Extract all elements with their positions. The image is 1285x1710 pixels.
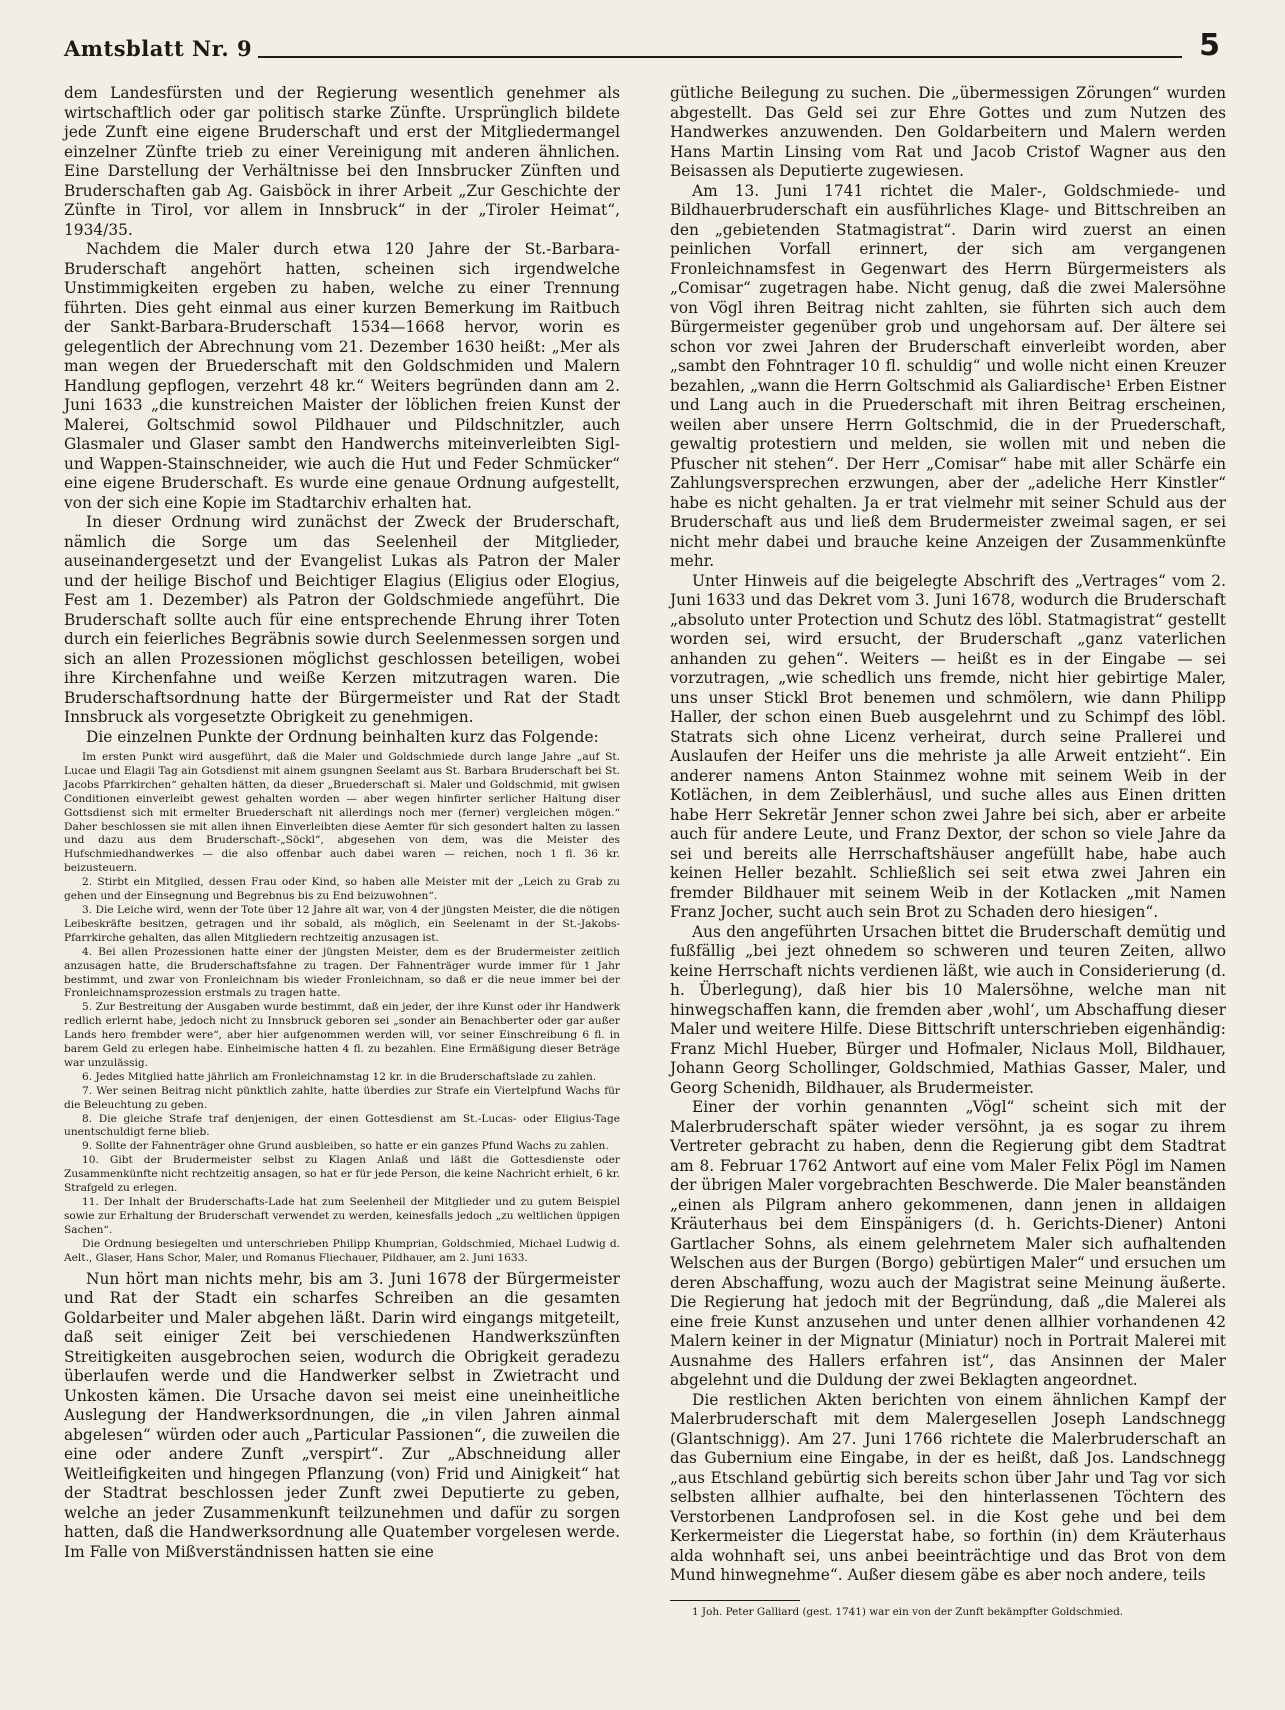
footnote: 1 Joh. Peter Galliard (gest. 1741) war ein von der Zunft bekämpfter Goldschmied.: [692, 1605, 1124, 1618]
ordinance-point: 4. Bei allen Prozessionen hatte einer der jüngsten Meister, dem es der Brudermeister zeitlich anzusagen hatte, die Bruderschaftsfahne zu tragen. Der Fahnenträger wurde immer für 1 Jahr bestimmt, und zwar von Fronleichnam bis wieder Fronleichnam, so daß er die neue immer bei der Fronleichnamsprozession erstmals zu tragen hatte.: [64, 945, 620, 1000]
right-column: [670, 84, 1226, 1619]
ordinance-signatories: Die Ordnung besiegelten und unterschrieben Philipp Khumprian, Goldschmied, Michael Ludwig d. Aelt., Glaser, Hans Schor, Maler, und Romanus Fliechauer, Pildhauer, am 2. Juni 1633.: [64, 1237, 620, 1264]
paragraph: Die restlichen Akten berichten von einem ähnlichen Kampf der Malerbruderschaft mit dem Malergesellen Joseph Landschnegg (Glantschnigg). Am 27. Juni 1766 richtete die Malerbruderschaft an das Gubernium eine Eingabe, in der es heißt, daß Jos. Landschnegg „aus Etschland gebürtig sich bereits schon über Jahr und Tag vor sich selbsten allhier aufhalte, bei den hinterlassenen Töchtern des Verstorbenen Landprofosen sel. in die Kost gehe und bei dem Kerkermeister die Liegerstat habe, so forthin (in) dem Kräuterhaus alda wohnhaft sei, uns anbei beeinträchtige und das Brot von dem Mund hinwegnehme“. Außer diesem gäbe es aber noch andere, teils: [670, 1390, 1226, 1584]
ordinance-point: 3. Die Leiche wird, wenn der Tote über 12 Jahre alt war, von 4 der jüngsten Meister, die die nötigen Leibeskräfte besitzen, getragen und ihr sobald, als möglich, ein Seelenamt in der St.-Jakobs-Pfarrkirche gehalten, das allen Mitgliedern rechtzeitig anzusagen ist.: [64, 903, 620, 944]
paragraph: gütliche Beilegung zu suchen. Die „übermessigen Zörungen“ wurden abgestellt. Das Geld sei zur Ehre Gottes und zum Nutzen des Handwerkes anzuwenden. Den Goldarbeitern und Malern werden Hans Martin Linsing vom Rat und Jacob Cristof Wagner aus den Beisassen als Deputierte zugewiesen.: [670, 84, 1226, 180]
paragraph: Aus den angeführten Ursachen bittet die Bruderschaft demütig und fußfällig „bei jezt ohnedem so schweren und teuren Zeiten, allwo keine Herrschaft nichts verdienen läßt, wie auch in Considerierung (d. h. Überlegung), daß hier bis 10 Malersöhne, welche man nit hinwegschaffen kann, die fremden aber ‚wohl‘, um Abschaffung dieser Maler und weitere Hilfe. Diese Bittschrift unterschrieben eigenhändig: Franz Michl Hueber, Bürger und Hofmaler, Niclaus Moll, Bildhauer, Johann Georg Schollinger, Goldschmied, Mathias Gasser, Maler, und Georg Schenidh, Bildhauer, als Brudermeister.: [670, 922, 1226, 1097]
ordinance-point: 6. Jedes Mitglied hatte jährlich am Fronleichnamstag 12 kr. in die Bruderschaftslade zu zahlen.: [82, 1070, 597, 1083]
ordinance-point: 7. Wer seinen Beitrag nicht pünktlich zahlte, hatte überdies zur Strafe ein Viertelpfund Wachs für die Beleuchtung zu geben.: [64, 1084, 620, 1111]
footnote-rule: [670, 1600, 800, 1601]
paragraph: Nun hört man nichts mehr, bis am 3. Juni 1678 der Bürgermeister und Rat der Stadt ein scharfes Schreiben an die gesamten Goldarbeiter und Maler abgehen läßt. Darin wird eingangs mitgeteilt, daß seit einiger Zeit bei verschiedenen Handwerkszünften Streitigkeiten ausgebrochen seien, wodurch die Obrigkeit geradezu überlaufen werde und die Handwerker selbst in Zwietracht und Unkosten kämen. Die Ursache davon sei meist eine uneinheitliche Auslegung der Handwerksordnungen, die „in vilen Jahren ainmal abgelesen“ würden oder auch „Particular Passionen“, die zuweilen die eine oder andere Zunft „verspirt“. Zur „Abschneidung aller Weitleifigkeiten und hingegen Pflanzung (von) Frid und Ainigkeit“ hat der Stadtrat beschlossen jeder Zunft zwei Deputierte zu geben, welche an jeder Zusammenkunft teilzunehmen und dafür zu sorgen hatten, daß die Handwerksordnung alle Quatember vorgelesen werde. Im Falle von Mißverständnissen hatten sie eine: [64, 1269, 620, 1561]
left-column: [64, 84, 620, 1562]
ordinance-points: [64, 751, 620, 1266]
paragraph: Nachdem die Maler durch etwa 120 Jahre der St.-Barbara-Bruderschaft angehört hatten, scheinen sich irgendwelche Unstimmigkeiten ergeben zu haben, welche zu einer Trennung führten. Dies geht einmal aus einer kurzen Bemerkung im Raitbuch der Sankt-Barbara-Bruderschaft 1534—1668 hervor, worin es gelegentlich der Abrechnung vom 21. Dezember 1630 heißt: „Mer als man wegen der Bruederschaft mit den Goldschmiden und Malern Handlung gepflogen, verzehrt 48 kr.“ Weiters begründen dann am 2. Juni 1633 „die kunstreichen Maister der löblichen freien Kunst der Malerei, Goltschmid sowol Pildhauer und Pildschnitzler, auch Glasmaler und Glaser sambt den Handwerchs miteinverleibten Sigl- und Wappen-Stainschneider, wie auch die Hut und Feder Schmücker“ eine eigene Bruderschaft. Es wurde eine genaue Ordnung aufgestellt, von der sich eine Kopie im Stadtarchiv erhalten hat.: [64, 240, 620, 512]
paragraph: Am 13. Juni 1741 richtet die Maler-, Goldschmiede- und Bildhauerbruderschaft ein ausführliches Klage- und Bittschreiben an den „gebietenden Statmagistrat“. Darin wird zuerst an einen peinlichen Vorfall erinnert, der sich am vergangenen Fronleichnamsfest in Gegenwart des Herrn Bürgermeisters als „Comisar“ zugetragen habe. Nicht genug, daß die zwei Malersöhne von Vögl ihren Beitrag nicht zahlten, sie führten sich auch dem Bürgermeister gegenüber grob und ungehorsam auf. Der ältere sei schon vor zwei Jahren der Bruderschaft einverleibt worden, aber „sambt den Fohntrager 10 fl. schuldig“ und wolle nicht einen Kreuzer bezahlen, „wann die Herrn Goltschmid als Galiardische¹ Erben Eistner und Lang auch in die Pruederschaft mit ihren Beitrag erscheinen, weilen aber unsere Herrn Goltschmid, die in der Pruederschaft, gewaltig protestiern und melden, sie wollen mit und neben die Pfuscher nit stehen“. Der Herr „Comisar“ habe mit aller Schärfe ein Zahlungsversprechen erzwungen, aber der „adeliche Herr Kinstler“ habe es nicht gehalten. Ja er trat vielmehr mit seiner Schuld aus der Bruderschaft aus und ließ dem Brudermeister zweimal sagen, er sei nicht mehr dabei und brauche keine Anzeigen der Zusammenkünfte mehr.: [670, 181, 1226, 570]
publication-title: Amtsblatt Nr. 9: [64, 36, 258, 61]
ordinance-point: 5. Zur Bestreitung der Ausgaben wurde bestimmt, daß ein jeder, der ihre Kunst oder ihr Handwerk redlich erlernt habe, jedoch nicht zu Innsbruck geboren sei „sonder ain Benachberter oder gar außer Lands hero frembder were“, aber hier aufgenommen werden will, vor seiner Einschreibung 6 fl. in barem Geld zu erlegen habe. Einheimische hatten 4 fl. zu bezahlen. Eine Ermäßigung dieser Beträge war unzulässig.: [64, 1001, 620, 1069]
ordinance-point: 2. Stirbt ein Mitglied, dessen Frau oder Kind, so haben alle Meister mit der „Leich zu Grab zu gehen und der Einsegnung und Begrebnus bis zu End beizuwohnen“.: [64, 876, 620, 903]
ordinance-point: 11. Der Inhalt der Bruderschafts-Lade hat zum Seelenheil der Mitglieder und zu gutem Beispiel sowie zur Erhaltung der Bruderschaft verwendet zu werden, keinesfalls jedoch „zu weltlichen üppigen Sachen“.: [64, 1196, 620, 1236]
page-header: [64, 30, 1220, 76]
ordinance-point: 8. Die gleiche Strafe traf denjenigen, der einen Gottesdienst am St.-Lucas- oder Eligius-Tage unentschuldigt ferne blieb.: [64, 1112, 620, 1139]
paragraph: dem Landesfürsten und der Regierung wesentlich genehmer als wirtschaftlich oder gar politisch starke Zünfte. Ursprünglich bildete jede Zunft eine eigene Bruderschaft und erst der Mitgliedermangel einzelner Zünfte trieb zu einer Vereinigung mit anderen ähnlichen. Eine Darstellung der Verhältnisse bei den Innsbrucker Zünften und Bruderschaften gab Ag. Gaisböck in ihrer Arbeit „Zur Geschichte der Zünfte in Tirol, vor allem in Innsbruck“ in der „Tiroler Heimat“, 1934/35.: [64, 84, 620, 239]
ordinance-point: 10. Gibt der Brudermeister selbst zu Klagen Anlaß und läßt die Gottesdienste oder Zusammenkünfte nicht rechtzeitig ansagen, so hat er für jede Person, die keine Nachricht erhielt, 6 kr. Strafgeld zu erlegen.: [64, 1154, 620, 1195]
paragraph: Einer der vorhin genannten „Vögl“ scheint sich mit der Malerbruderschaft später wieder versöhnt, ja es sogar zu ihrem Vertreter gebracht zu haben, denn die Regierung gibt dem Stadtrat am 8. Februar 1762 Antwort auf eine vom Maler Felix Pögl im Namen der übrigen Maler vorgebrachten Beschwerde. Die Maler beanständen „einen als Pilgram anhero gekommenen, dann jenen in alldaigen Kräuterhaus bei dem Einspänigers (d. h. Gerichts-Diener) Antoni Gartlacher Sohns, als einem gelehrnetem Maler sich aufhaltenden Welschen aus der Burgen (Borgo) gebürtigen Maler“ und ersuchen um deren Abschaffung, wozu auch der Magistrat seine Meinung äußerte. Die Regierung hat jedoch mit der Begründung, daß „die Malerei als eine freie Kunst anzusehen und unter denen allhier vorhandenen 42 Malern keiner in der Mignatur (Miniatur) noch in Portrait Malerei mit Ausnahme des Hallers erfahren ist“, das Ansinnen der Maler abgelehnt und die Duldung der zwei Beklagten angeordnet.: [670, 1098, 1226, 1389]
ordinance-point: 9. Sollte der Fahnenträger ohne Grund ausbleiben, so hatte er ein ganzes Pfund Wachs zu zahlen.: [82, 1140, 609, 1153]
ordinance-point: Im ersten Punkt wird ausgeführt, daß die Maler und Goldschmiede durch lange Jahre „auf St. Lucae und Elagii Tag ain Gotsdienst mit ainem gsungnen Seelamt aus St. Barbara Bruderschaft bei St. Jacobs Pfarrkirchen“ gehalten hätten, da dieser „Bruederschaft si. Maler und Goldschmid, mit gwisen Conditionen einverleibt gewest gehalten worden — aber wegen hinfirter serlicher Haltung diser Gottsdienst sich mit ermelter Bruederschaft nit allerdings noch mer (ferner) vergleichen mögen.“ Daher beschlossen sie mit allen ihnen Einverleibten diese Aemter für sich gesondert halten zu lassen und dazu aus dem Bruderschaft-„Söckl“, abgesehen von dem, was die Meister des Hufschmiedhandwerkes — die also offenbar auch dabei waren — reichen, noch 1 fl. 36 kr. beizusteuern.: [64, 751, 620, 875]
page-number: 5: [1199, 28, 1220, 63]
paragraph: Unter Hinweis auf die beigelegte Abschrift des „Vertrages“ vom 2. Juni 1633 und das Dekret vom 3. Juni 1678, wodurch die Bruderschaft „absoluto unter Protection und Schutz des löbl. Statmagistrat“ gestellt worden sei, wird ersucht, der Bruderschaft „ganz vaterlichen anhanden zu gehen“. Weiters — heißt es in der Eingabe — sei vorzutragen, „wie schedlich uns fremde, nicht hier gebirtige Maler, uns unser Stickl Brot benemen und schmölern, wie dann Philipp Haller, der schon einen Bueb ausgelehrnt und zu Schimpf des löbl. Statrats sich ohne Licenz verheirat, durch seine Prallerei und Auslaufen der Heifer uns die mehriste ja alle Arweit entzieht“. Ein anderer namens Anton Stainmez wohne mit seinem Weib in der Kotlächen, in dem Zeiblerhäusl, und suche alles aus Einen dritten habe Herr Sekretär Jenner schon zwei Jahre bei sich, aber er arbeite auch für andere Leute, und Franz Dextor, der schon so viele Jahre da sei und bereits alle Herrschaftshäuser angefüllt habe, habe auch keinen Heller bezahlt. Schließlich sei seit etwa zwei Jahren ein fremder Bildhauer mit seinem Weib in der Kotlacken „mit Namen Franz Jocher, sucht auch sein Brot zu Schaden dero hiesigen“.: [670, 571, 1226, 921]
paragraph: In dieser Ordnung wird zunächst der Zweck der Bruderschaft, nämlich die Sorge um das Seelenheil der Mitglieder, auseinandergesetzt und der Evangelist Lukas als Patron der Maler und der heilige Bischof und Beichtiger Elagius (Eligius oder Elogius, Fest am 1. Dezember) als Patron der Goldschmiede angeführt. Die Bruderschaft sollte auch für eine entsprechende Ehrung ihrer Toten durch ein feierliches Begräbnis sowie durch Seelenmessen sorgen und sich an allen Prozessionen möglichst geschlossen beteiligen, wobei ihre Kirchenfahne und weiße Kerzen mitzutragen waren. Die Bruderschaftsordnung hatte der Bürgermeister und Rat der Stadt Innsbruck als vorgesetzte Obrigkeit zu genehmigen.: [64, 513, 620, 726]
paragraph: Die einzelnen Punkte der Ordnung beinhalten kurz das Folgende:: [86, 727, 599, 746]
